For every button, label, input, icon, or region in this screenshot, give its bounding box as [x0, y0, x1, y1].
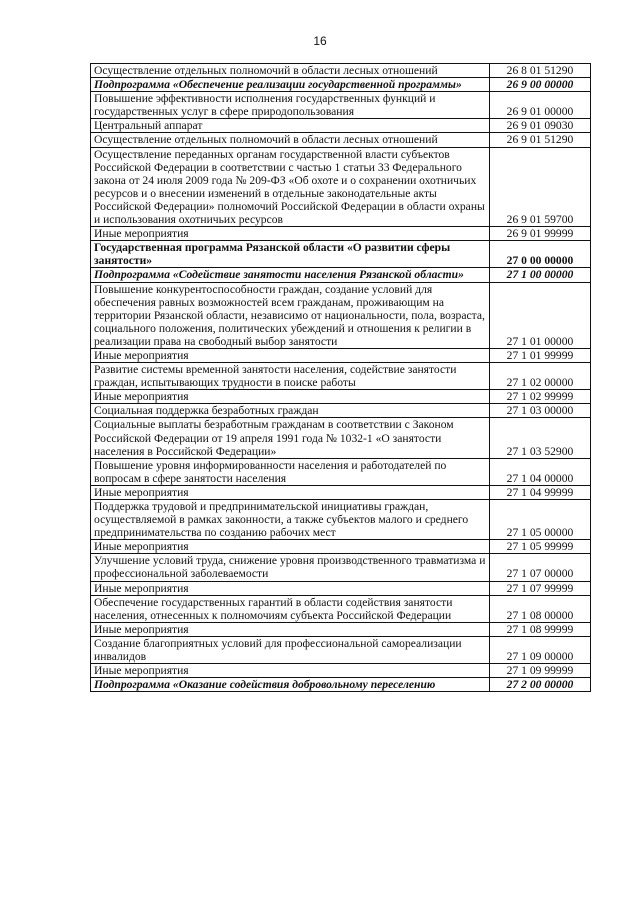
table-row	[91, 581, 591, 595]
row-code-cell: 27 1 04 99999	[490, 485, 591, 499]
table-row	[91, 133, 591, 147]
subprogram-row	[91, 78, 591, 92]
row-code-cell: 26 9 01 59700	[490, 147, 591, 227]
table-row	[91, 404, 591, 418]
table-row	[91, 622, 591, 636]
table-row	[91, 500, 591, 540]
row-name-cell: Иные мероприятия	[91, 227, 490, 241]
row-code-cell: 27 1 02 99999	[490, 390, 591, 404]
row-name-cell: Иные мероприятия	[91, 390, 490, 404]
row-name-cell: Поддержка трудовой и предпринимательской инициативы граждан, осуществляемой в рамках законности, а также субъектов малого и среднего предпринимательства по созданию рабочих мест	[91, 500, 490, 540]
row-code-cell: 26 9 00 00000	[490, 78, 591, 92]
row-name-cell: Подпрограмма «Содействие занятости населения Рязанской области»	[91, 268, 490, 282]
row-code-cell: 27 1 07 99999	[490, 581, 591, 595]
table-row	[91, 348, 591, 362]
row-name-cell: Обеспечение государственных гарантий в области содействия занятости населения, отнесенных к полномочиям субъекта Российской Федерации	[91, 595, 490, 622]
table-row	[91, 282, 591, 348]
row-code-cell: 27 1 04 00000	[490, 458, 591, 485]
subprogram-row	[91, 678, 591, 692]
table-row	[91, 92, 591, 119]
row-name-cell: Иные мероприятия	[91, 540, 490, 554]
table-row	[91, 664, 591, 678]
row-code-cell: 27 1 09 99999	[490, 664, 591, 678]
row-name-cell: Социальные выплаты безработным гражданам в соответствии с Законом Российской Федерации от 19 апреля 1991 года № 1032-1 «О занятости населения в Российской Федерации»	[91, 418, 490, 458]
row-code-cell: 27 1 02 00000	[490, 363, 591, 390]
row-code-cell: 27 1 03 00000	[490, 404, 591, 418]
row-name-cell: Осуществление переданных органам государственной власти субъектов Российской Федерации в соответствии с частью 1 статьи 33 Федерального закона от 24 июля 2009 года № 209-ФЗ «Об охоте и о сохранении охотничьих ресурсов и о внесении изменений в отдельные законодательные акты Российской Федерации» полномочий Российской Федерации в области охраны и использования охотничьих ресурсов	[91, 147, 490, 227]
table-row	[91, 554, 591, 581]
table-row	[91, 595, 591, 622]
table-row	[91, 540, 591, 554]
row-code-cell: 27 1 08 00000	[490, 595, 591, 622]
table-row	[91, 119, 591, 133]
row-name-cell: Создание благоприятных условий для профессиональной самореализации инвалидов	[91, 636, 490, 663]
row-code-cell: 26 8 01 51290	[490, 64, 591, 78]
row-code-cell: 27 1 00 00000	[490, 268, 591, 282]
table-row	[91, 636, 591, 663]
row-code-cell: 27 1 09 00000	[490, 636, 591, 663]
row-name-cell: Повышение конкурентоспособности граждан, создание условий для обеспечения равных возможностей всем гражданам, проживающим на территории Рязанской области, независимо от национальности, пола, возраста, социального положения, политических убеждений и отношения к религии в реализации права на свободный выбор занятости	[91, 282, 490, 348]
table-row	[91, 390, 591, 404]
row-code-cell: 27 2 00 00000	[490, 678, 591, 692]
page-number: 16	[313, 34, 327, 48]
row-name-cell: Осуществление отдельных полномочий в области лесных отношений	[91, 133, 490, 147]
row-name-cell: Иные мероприятия	[91, 485, 490, 499]
row-code-cell: 26 9 01 51290	[490, 133, 591, 147]
row-code-cell: 27 1 03 52900	[490, 418, 591, 458]
row-code-cell: 27 1 05 00000	[490, 500, 591, 540]
row-name-cell: Иные мероприятия	[91, 664, 490, 678]
table-row	[91, 64, 591, 78]
row-code-cell: 26 9 01 99999	[490, 227, 591, 241]
row-name-cell: Повышение уровня информированности населения и работодателей по вопросам в сфере занятости населения	[91, 458, 490, 485]
row-name-cell: Осуществление отдельных полномочий в области лесных отношений	[91, 64, 490, 78]
row-code-cell: 27 0 00 00000	[490, 241, 591, 268]
row-name-cell: Социальная поддержка безработных граждан	[91, 404, 490, 418]
row-code-cell: 27 1 01 00000	[490, 282, 591, 348]
row-code-cell: 27 1 08 99999	[490, 622, 591, 636]
row-code-cell: 27 1 01 99999	[490, 348, 591, 362]
table-row	[91, 418, 591, 458]
table-row	[91, 147, 591, 227]
row-name-cell: Улучшение условий труда, снижение уровня производственного травматизма и профессиональной заболеваемости	[91, 554, 490, 581]
row-name-cell: Развитие системы временной занятости населения, содействие занятости граждан, испытывающих трудности в поиске работы	[91, 363, 490, 390]
row-name-cell: Иные мероприятия	[91, 348, 490, 362]
row-name-cell: Иные мероприятия	[91, 581, 490, 595]
row-name-cell: Подпрограмма «Оказание содействия добровольному переселению	[91, 678, 490, 692]
row-code-cell: 27 1 07 00000	[490, 554, 591, 581]
table-row	[91, 485, 591, 499]
table-row	[91, 227, 591, 241]
row-name-cell: Иные мероприятия	[91, 622, 490, 636]
table-row	[91, 363, 591, 390]
program-row	[91, 241, 591, 268]
row-code-cell: 26 9 01 00000	[490, 92, 591, 119]
budget-classification-table	[90, 63, 591, 692]
row-name-cell: Государственная программа Рязанской области «О развитии сферы занятости»	[91, 241, 490, 268]
row-code-cell: 27 1 05 99999	[490, 540, 591, 554]
table-body	[91, 64, 591, 692]
row-code-cell: 26 9 01 09030	[490, 119, 591, 133]
row-name-cell: Повышение эффективности исполнения государственных функций и государственных услуг в сфере природопользования	[91, 92, 490, 119]
table-row	[91, 458, 591, 485]
subprogram-row	[91, 268, 591, 282]
row-name-cell: Центральный аппарат	[91, 119, 490, 133]
row-name-cell: Подпрограмма «Обеспечение реализации государственной программы»	[91, 78, 490, 92]
